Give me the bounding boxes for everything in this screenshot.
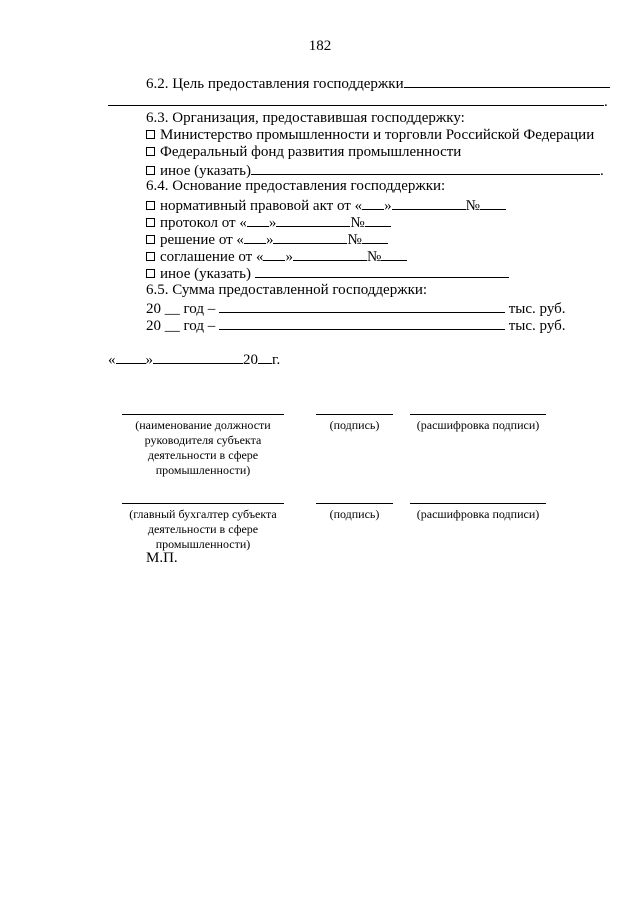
year-prefix: 20 __ год –	[146, 301, 219, 317]
option-label: соглашение от «	[160, 249, 264, 265]
quote-close: »	[268, 215, 277, 231]
checkbox-icon[interactable]	[146, 201, 155, 210]
quote-open: «	[108, 352, 116, 368]
option-label: иное (указать)	[160, 163, 251, 179]
section-6-2-field-continued[interactable]	[108, 92, 604, 106]
day-field[interactable]	[362, 196, 384, 210]
decoding-caption: (расшифровка подписи)	[416, 507, 540, 521]
section-6-4-other-field[interactable]	[255, 264, 509, 278]
accountant-caption: (главный бухгалтер субъекта деятельности в сфере промышленности)	[129, 507, 277, 551]
number-field[interactable]	[362, 230, 388, 244]
checkbox-icon[interactable]	[146, 147, 155, 156]
date-suffix: г.	[272, 352, 281, 368]
month-year-field[interactable]	[276, 213, 350, 227]
amount-field[interactable]	[219, 316, 505, 330]
date-month-field[interactable]	[153, 350, 243, 364]
year-prefix: 20 __ год –	[146, 318, 219, 334]
signature-line[interactable]	[316, 503, 393, 504]
section-6-2-line	[146, 74, 610, 93]
option-label: Министерство промышленности и торговли Российской Федерации	[160, 127, 595, 143]
checkbox-icon[interactable]	[146, 218, 155, 227]
month-year-field[interactable]	[293, 247, 367, 261]
amount-unit: тыс. руб.	[504, 318, 566, 334]
option-label: решение от «	[160, 232, 244, 248]
date-line	[108, 350, 280, 369]
month-year-field[interactable]	[273, 230, 347, 244]
number-sign: №	[350, 215, 365, 231]
checkbox-icon[interactable]	[146, 166, 155, 175]
option-label: Федеральный фонд развития промышленности	[160, 144, 462, 160]
quote-close: »	[265, 232, 274, 248]
stamp-placeholder: М.П.	[146, 550, 178, 566]
section-6-5-label: 6.5. Сумма предоставленной господдержки:	[146, 282, 428, 298]
section-6-2-field[interactable]	[404, 74, 610, 88]
quote-close: »	[285, 249, 293, 265]
number-field[interactable]	[381, 247, 407, 261]
signature-line[interactable]	[316, 414, 393, 415]
number-sign: №	[465, 198, 480, 214]
section-6-3-option-frp[interactable]	[146, 144, 461, 161]
date-year-prefix: 20	[243, 352, 258, 368]
section-6-5-row-2	[146, 316, 566, 335]
section-6-3-label: 6.3. Организация, предоставившая господдержку:	[146, 110, 465, 126]
signature-decoding-line[interactable]	[410, 503, 546, 504]
checkbox-icon[interactable]	[146, 269, 155, 278]
amount-field[interactable]	[219, 299, 505, 313]
number-sign: №	[366, 249, 382, 265]
section-6-3-tail: .	[599, 163, 604, 179]
section-6-3-option-minpromtorg[interactable]	[146, 127, 594, 144]
number-field[interactable]	[480, 196, 506, 210]
number-sign: №	[347, 232, 362, 248]
position-signature-line[interactable]	[122, 414, 284, 415]
signature-caption: (подпись)	[329, 418, 380, 432]
date-year-field[interactable]	[258, 350, 272, 364]
page-number: 182	[308, 38, 332, 54]
signature-caption: (подпись)	[329, 507, 380, 521]
month-year-field[interactable]	[392, 196, 466, 210]
section-6-2-tail: .	[604, 94, 608, 110]
section-6-2-label: 6.2. Цель предоставления господдержки	[146, 76, 404, 92]
position-caption: (наименование должности руководителя субъекта деятельности в сфере промышленности)	[135, 418, 271, 477]
section-6-4-label: 6.4. Основание предоставления господдержки:	[146, 178, 446, 194]
decoding-caption: (расшифровка подписи)	[416, 418, 540, 432]
section-6-3-other-field[interactable]	[251, 161, 600, 175]
option-label: протокол от «	[160, 215, 247, 231]
signature-decoding-line[interactable]	[410, 414, 546, 415]
quote-close: »	[145, 352, 153, 368]
section-6-2-continuation	[108, 92, 608, 111]
section-6-4-option-other[interactable]	[146, 264, 509, 283]
day-field[interactable]	[263, 247, 285, 261]
option-label: нормативный правовой акт от «	[160, 198, 363, 214]
option-label: иное (указать)	[160, 266, 255, 282]
checkbox-icon[interactable]	[146, 130, 155, 139]
date-day-field[interactable]	[116, 350, 146, 364]
day-field[interactable]	[244, 230, 266, 244]
checkbox-icon[interactable]	[146, 235, 155, 244]
day-field[interactable]	[247, 213, 269, 227]
checkbox-icon[interactable]	[146, 252, 155, 261]
accountant-signature-line[interactable]	[122, 503, 284, 504]
quote-close: »	[384, 198, 392, 214]
amount-unit: тыс. руб.	[504, 301, 566, 317]
number-field[interactable]	[365, 213, 391, 227]
